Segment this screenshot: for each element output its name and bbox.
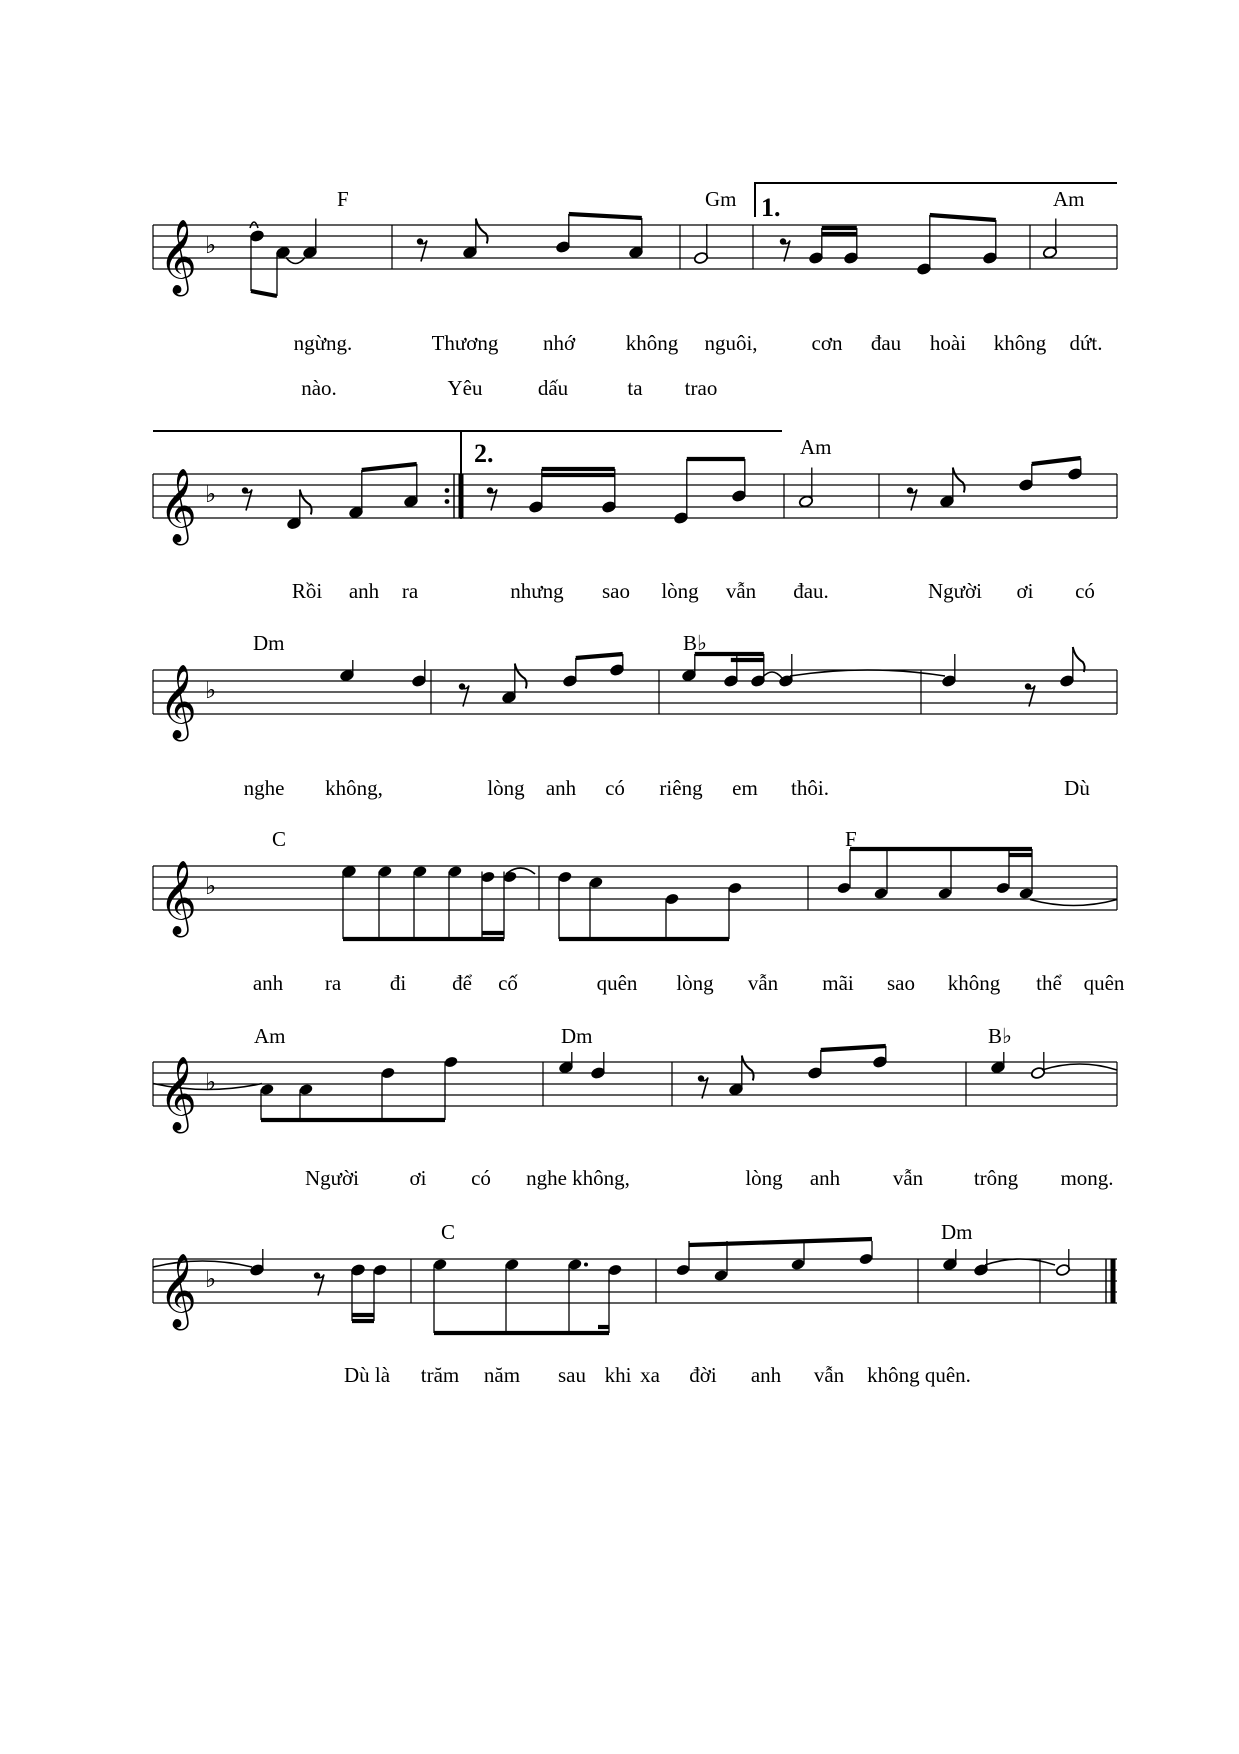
chord-symbol: Am <box>800 435 832 459</box>
lyric-syllable: để <box>452 971 472 995</box>
lyric-syllable: lòng <box>487 776 525 800</box>
lyric-syllable: có <box>605 776 625 800</box>
beam <box>821 1046 886 1050</box>
lyric-syllable: vẫn <box>892 1166 924 1190</box>
repeat-dot <box>445 499 450 504</box>
beam <box>576 654 623 658</box>
lyric-syllable: quên <box>1083 971 1125 995</box>
chord-symbol: F <box>337 187 349 211</box>
chord-symbol: Gm <box>705 187 737 211</box>
lyric-syllable: không quên. <box>867 1363 971 1387</box>
note <box>609 654 624 677</box>
treble-clef-icon: 𝄞 <box>159 861 197 935</box>
note-head <box>443 1055 458 1068</box>
lyric-syllable: dứt. <box>1069 331 1103 355</box>
note <box>339 660 354 682</box>
key-flat-icon: ♭ <box>205 872 217 900</box>
key-flat-icon: ♭ <box>205 480 217 508</box>
chord-symbol: Am <box>1053 187 1085 211</box>
note-head <box>664 892 679 905</box>
note <box>673 459 688 525</box>
lyric-syllable: nhớ <box>542 331 576 355</box>
note <box>348 470 363 519</box>
note <box>590 1052 605 1080</box>
lyric-syllable: xa <box>640 1363 660 1387</box>
lyric-syllable: anh <box>252 971 284 995</box>
lyric-syllable: ơi <box>409 1166 427 1190</box>
note-head <box>713 1269 728 1282</box>
note-flag <box>476 219 488 244</box>
lyric-syllable: dấu <box>537 376 569 400</box>
note-head <box>249 229 264 242</box>
note <box>872 1046 887 1069</box>
note-head <box>380 1066 395 1079</box>
note-head <box>1018 887 1033 900</box>
note-head <box>937 887 952 900</box>
lyric-syllable: trao <box>684 376 718 400</box>
lyric-syllable: vẫn <box>725 579 757 603</box>
note-head <box>995 881 1010 894</box>
note <box>1030 1052 1045 1080</box>
note <box>249 229 264 242</box>
lyric-syllable: thể <box>1036 971 1062 995</box>
beam <box>1032 458 1081 464</box>
key-flat-icon: ♭ <box>205 231 217 259</box>
lyric-syllable: nguôi, <box>704 331 758 355</box>
treble-clef-icon: 𝄞 <box>159 1254 197 1328</box>
lyric-syllable: trông <box>973 1166 1019 1190</box>
note-head <box>412 865 427 878</box>
note-head <box>298 1083 313 1096</box>
lyric-syllable: đi <box>389 971 407 995</box>
lyric-syllable: Rồi <box>291 579 323 603</box>
lyric-syllable: đau <box>870 331 902 355</box>
lyric-syllable: lòng <box>745 1166 783 1190</box>
lyric-syllable: Dù là <box>343 1363 391 1387</box>
treble-clef-icon: 𝄞 <box>159 1057 197 1131</box>
chord-symbol: C <box>272 827 287 851</box>
note-head <box>350 1263 365 1276</box>
lyric-syllable: vẫn <box>747 971 779 995</box>
lyric-syllable: sao <box>887 971 915 995</box>
note-head <box>480 870 495 883</box>
staff <box>153 665 1117 742</box>
note-head <box>504 1258 519 1271</box>
note <box>982 220 997 265</box>
note-head <box>607 1263 622 1276</box>
chord-symbol: Dm <box>941 1220 973 1244</box>
staff <box>153 861 1117 938</box>
note <box>693 224 708 265</box>
note-flag <box>1073 647 1085 672</box>
note-head <box>567 1258 582 1271</box>
chord-symbol: B♭ <box>683 631 707 655</box>
staff <box>153 1057 1117 1134</box>
note-head <box>259 1083 274 1096</box>
lyric-syllable: Yêu <box>447 376 483 400</box>
beam <box>689 1239 872 1245</box>
lyric-syllable: nhưng <box>510 579 564 603</box>
note <box>1018 464 1033 492</box>
lyric-syllable: ra <box>324 971 342 995</box>
chord-symbol: Dm <box>253 631 285 655</box>
note <box>558 1052 573 1074</box>
lyric-syllable: hoài <box>929 331 967 355</box>
note-head <box>675 1263 690 1276</box>
staff <box>153 469 1117 546</box>
lyric-syllable: nào. <box>301 376 337 400</box>
lyric-syllable: anh <box>750 1363 782 1387</box>
staff <box>153 220 1117 297</box>
note <box>528 469 543 514</box>
note-head <box>727 881 742 894</box>
beam <box>569 214 642 218</box>
lyric-syllable: Người <box>305 1166 359 1190</box>
note-flag <box>300 490 312 515</box>
note-head <box>858 1252 873 1265</box>
tie <box>790 670 945 676</box>
lyric-syllable: em <box>732 776 758 800</box>
note <box>350 1263 365 1276</box>
lyric-syllable: ra <box>401 579 419 603</box>
treble-clef-icon: 𝄞 <box>159 220 197 294</box>
note <box>973 1249 988 1277</box>
lyric-syllable: có <box>471 1166 491 1190</box>
note-flag <box>515 664 527 689</box>
note <box>403 464 418 508</box>
chord-symbol: B♭ <box>988 1024 1012 1048</box>
note <box>807 1050 822 1080</box>
note-head <box>873 887 888 900</box>
note <box>808 228 823 265</box>
note <box>1055 1249 1070 1277</box>
chord-symbol: C <box>441 1220 456 1244</box>
lyric-syllable: thôi. <box>791 776 829 800</box>
key-flat-icon: ♭ <box>205 1265 217 1293</box>
note-head <box>557 870 572 883</box>
note-head <box>275 246 290 259</box>
lyric-syllable: Người <box>928 579 982 603</box>
note-head <box>447 865 462 878</box>
note <box>341 865 356 878</box>
beam <box>362 464 417 470</box>
chord-symbol: F <box>845 827 857 851</box>
note-head <box>377 865 392 878</box>
tie <box>1042 1064 1117 1070</box>
note-head <box>432 1258 447 1271</box>
lyric-syllable: lòng <box>676 971 714 995</box>
lyric-syllable: Thương <box>431 331 499 355</box>
lyric-syllable: không <box>625 331 679 355</box>
note-head <box>836 881 851 894</box>
volta-number: 1. <box>761 193 781 222</box>
note-dot <box>584 1263 588 1267</box>
lyric-syllable: ngừng. <box>293 331 353 355</box>
lyric-syllable: không <box>993 331 1047 355</box>
note-head <box>588 876 603 889</box>
lyric-syllable: quên <box>596 971 638 995</box>
lyric-syllable: khi <box>604 1363 632 1387</box>
volta-number: 2. <box>474 439 494 468</box>
note-head <box>372 1263 387 1276</box>
lyric-syllable: đời <box>689 1363 717 1387</box>
lyric-syllable: ơi <box>1016 579 1034 603</box>
note-head <box>341 865 356 878</box>
note <box>628 218 643 259</box>
lyric-syllable: sau <box>558 1363 586 1387</box>
note <box>941 654 956 688</box>
lyric-syllable: có <box>1075 579 1095 603</box>
note <box>411 660 426 688</box>
key-flat-icon: ♭ <box>205 1068 217 1096</box>
beam <box>251 291 277 296</box>
lyric-syllable: anh <box>348 579 380 603</box>
lyric-syllable: Dù <box>1064 776 1090 800</box>
lyric-syllable: nghe <box>243 776 285 800</box>
lyric-syllable: đau. <box>793 579 829 603</box>
lyric-syllable: sao <box>602 579 630 603</box>
note <box>731 459 746 503</box>
treble-clef-icon: 𝄞 <box>159 469 197 543</box>
lyric-syllable: không <box>947 971 1001 995</box>
note-head <box>790 1258 805 1271</box>
note <box>275 246 290 259</box>
note <box>555 214 570 254</box>
chord-symbol: Am <box>254 1024 286 1048</box>
tie <box>1030 900 1117 906</box>
repeat-dot <box>445 488 450 493</box>
note <box>990 1052 1005 1074</box>
tie <box>762 672 782 678</box>
note <box>778 654 793 688</box>
chord-symbol: Dm <box>561 1024 593 1048</box>
note <box>916 215 931 276</box>
lyric-syllable: riêng <box>659 776 703 800</box>
lyric-syllable: vẫn <box>813 1363 845 1387</box>
staff <box>153 1254 1117 1331</box>
note-flag <box>953 468 965 493</box>
lyric-syllable: mãi <box>822 971 854 995</box>
note-head <box>502 870 517 883</box>
lyric-syllable: năm <box>483 1363 521 1387</box>
treble-clef-icon: 𝄞 <box>159 665 197 739</box>
lyric-syllable: lòng <box>661 579 699 603</box>
beam <box>930 215 996 220</box>
note-flag <box>742 1056 754 1081</box>
lyric-syllable: ta <box>627 376 643 400</box>
lyric-syllable: không, <box>325 776 383 800</box>
lyric-syllable: cố <box>498 971 518 995</box>
key-flat-icon: ♭ <box>205 676 217 704</box>
lyric-syllable: trăm <box>420 1363 460 1387</box>
note <box>562 658 577 688</box>
tie <box>985 1259 1055 1265</box>
lyric-syllable: nghe không, <box>526 1166 630 1190</box>
note <box>681 654 696 682</box>
note <box>942 1249 957 1271</box>
lyric-syllable: anh <box>809 1166 841 1190</box>
lyric-syllable: anh <box>545 776 577 800</box>
note <box>249 1249 264 1277</box>
lyric-syllable: mong. <box>1060 1166 1114 1190</box>
lyric-syllable: cơn <box>811 331 843 355</box>
